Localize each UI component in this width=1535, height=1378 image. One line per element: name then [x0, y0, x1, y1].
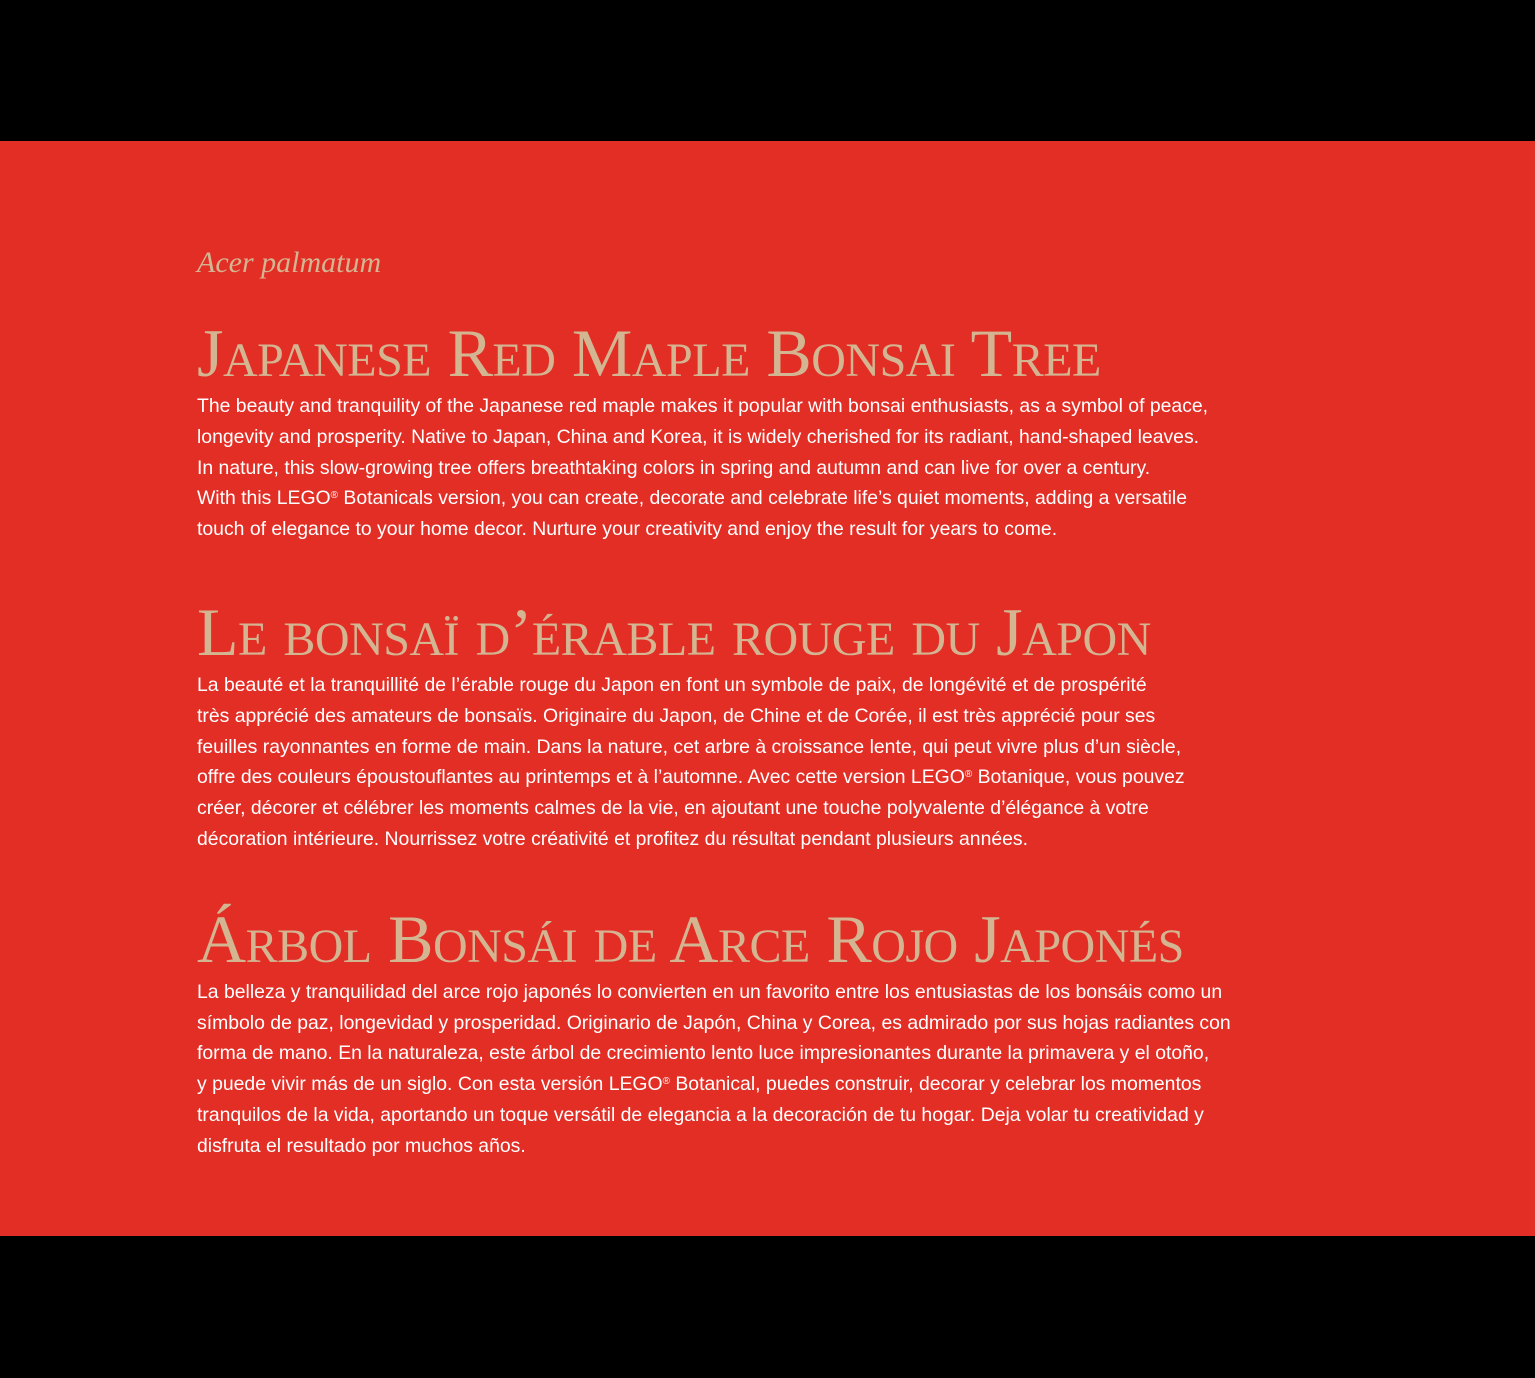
text-line: y puede vivir más de un siglo. Con esta versión LEGO® Botanical, puedes construir, decorar y celebrar los momentos	[197, 1073, 1202, 1096]
text-line: forma de mano. En la naturaleza, este árbol de crecimiento lento luce impresionantes durante la primavera y el otoño,	[197, 1042, 1210, 1065]
description-spanish	[197, 977, 1397, 1162]
text-line: longevity and prosperity. Native to Japan, China and Korea, it is widely cherished for its radiant, hand-shaped leaves.	[197, 425, 1200, 448]
text-line: décoration intérieure. Nourrissez votre créativité et profitez du résultat pendant plusieurs années.	[197, 827, 1029, 850]
text-line: With this LEGO® Botanicals version, you can create, decorate and celebrate life’s quiet moments, adding a versatile	[197, 487, 1188, 510]
text-line: The beauty and tranquility of the Japanese red maple makes it popular with bonsai enthusiasts, as a symbol of peace,	[197, 395, 1209, 417]
text-line: símbolo de paz, longevidad y prosperidad. Originario de Japón, China y Corea, es admirado por sus hojas radiantes con	[197, 1011, 1231, 1034]
text-line: créer, décorer et célébrer les moments calmes de la vie, en ajoutant une touche polyvalente d’élégance à votre	[197, 797, 1149, 820]
description-french	[197, 670, 1397, 855]
text-line: La beauté et la tranquillité de l’érable rouge du Japon en font un symbole de paix, de longévité et de prospérité	[197, 673, 1147, 696]
description-english	[197, 391, 1397, 545]
red-panel	[0, 141, 1535, 1236]
title-french: Le bonsaï d’érable rouge du Japon	[197, 593, 1151, 670]
text-line: très apprécié des amateurs de bonsaïs. Originaire du Japon, de Chine et de Corée, il est très apprécié pour ses	[197, 704, 1156, 727]
title-spanish: Árbol Bonsái de Arce Rojo Japonés	[197, 900, 1184, 977]
text-line: tranquilos de la vida, aportando un toque versátil de elegancia a la decoración de tu hogar. Deja volar tu creatividad y	[197, 1103, 1204, 1126]
text-line: offre des couleurs époustouflantes au printemps et à l’automne. Avec cette version LEGO® Botanique, vous pouvez	[197, 766, 1185, 789]
registered-mark: ®	[330, 490, 338, 502]
text-line: La belleza y tranquilidad del arce rojo japonés lo convierten en un favorito entre los entusiastas de los bonsáis como un	[197, 980, 1223, 1003]
text-line: disfruta el resultado por muchos años.	[197, 1134, 526, 1157]
latin-name: Acer palmatum	[197, 246, 382, 279]
text-line: In nature, this slow-growing tree offers breathtaking colors in spring and autumn and can live for over a century.	[197, 456, 1151, 479]
text-line: touch of elegance to your home decor. Nurture your creativity and enjoy the result for years to come.	[197, 518, 1058, 541]
registered-mark: ®	[964, 769, 973, 781]
registered-mark: ®	[662, 1076, 670, 1088]
title-english: Japanese Red Maple Bonsai Tree	[197, 315, 1101, 391]
content-block	[197, 241, 1397, 1162]
text-line: feuilles rayonnantes en forme de main. Dans la nature, cet arbre à croissance lente, qui peut vivre plus d’un siècle,	[197, 735, 1182, 758]
